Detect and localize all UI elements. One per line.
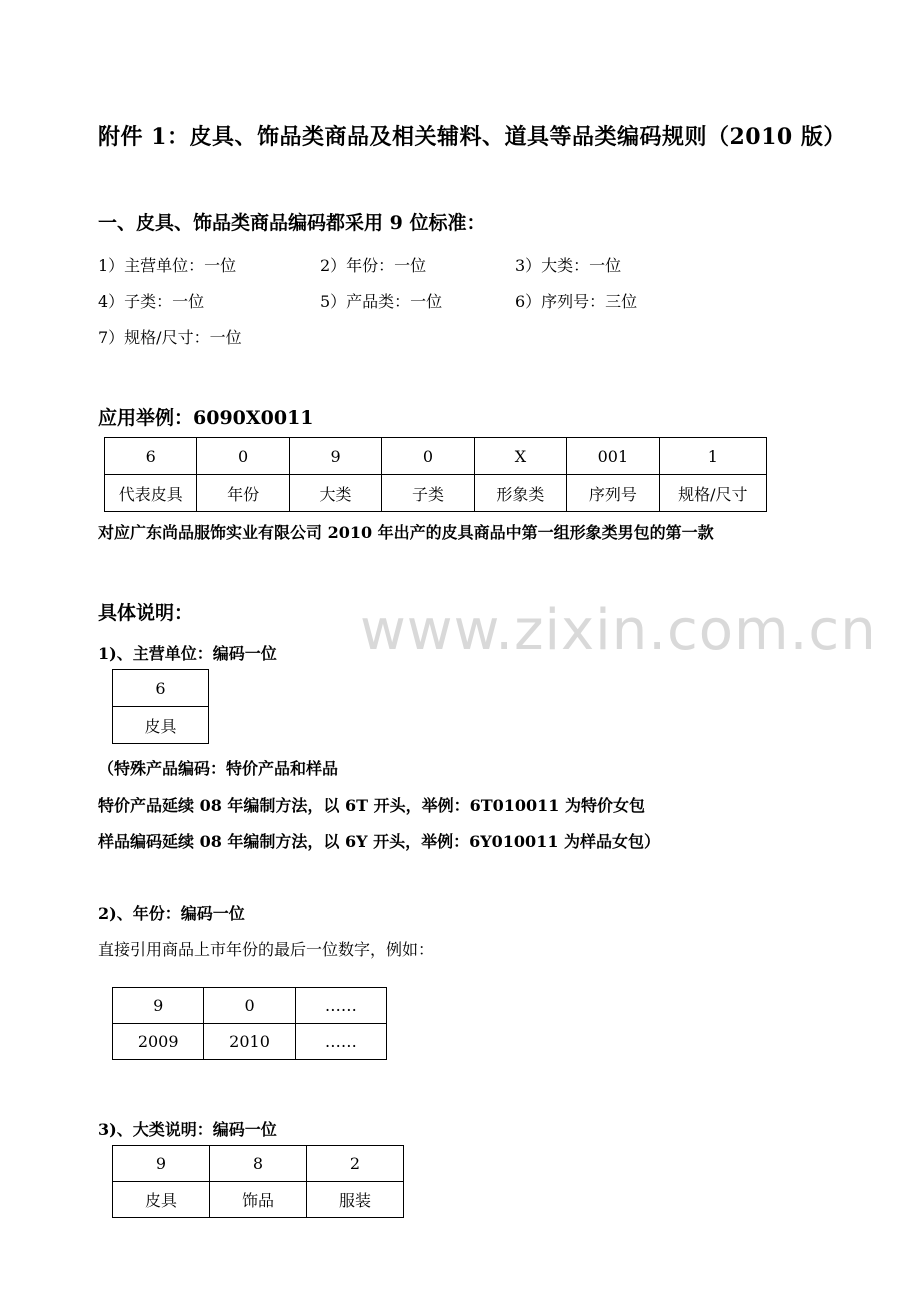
category-code-cell: 8 [210, 1146, 307, 1182]
unit-code-row [113, 670, 209, 707]
example-code-cell: 9 [289, 438, 381, 475]
spec-item-4: 4）子类：一位 [98, 292, 205, 311]
category-code-cell: 2 [307, 1146, 404, 1182]
example-code-cell: 6 [105, 438, 197, 475]
year-heading: 2)、年份：编码一位 [98, 904, 245, 923]
spec-item-2: 2）年份：一位 [320, 256, 427, 275]
example-label-row [105, 475, 767, 512]
example-label-cell: 子类 [382, 475, 474, 512]
unit-code-cell: 6 [113, 670, 209, 707]
year-label-cell: …… [295, 1024, 386, 1060]
category-label-cell: 服装 [307, 1182, 404, 1218]
year-description: 直接引用商品上市年份的最后一位数字，例如： [98, 940, 435, 959]
document-title: 附件 1：皮具、饰品类商品及相关辅料、道具等品类编码规则（2010 版） [98, 124, 846, 150]
category-heading: 3)、大类说明：编码一位 [98, 1120, 277, 1139]
unit-note-2: 特价产品延续 08 年编制方法，以 6T 开头，举例：6T010011 为特价女包 [98, 796, 645, 815]
example-label-cell: 形象类 [474, 475, 566, 512]
example-label-cell: 代表皮具 [105, 475, 197, 512]
spec-item-1: 1）主营单位：一位 [98, 256, 237, 275]
section1-heading: 一、皮具、饰品类商品编码都采用 9 位标准： [98, 212, 486, 234]
example-code-cell: 0 [382, 438, 474, 475]
details-heading: 具体说明： [98, 602, 194, 624]
unit-label-cell: 皮具 [113, 707, 209, 744]
example-code-cell: 1 [659, 438, 766, 475]
category-code-cell: 9 [113, 1146, 210, 1182]
unit-table [112, 669, 209, 744]
year-code-cell: …… [295, 988, 386, 1024]
spec-item-3: 3）大类：一位 [515, 256, 622, 275]
example-note: 对应广东尚品服饰实业有限公司 2010 年出产的皮具商品中第一组形象类男包的第一款 [98, 523, 714, 542]
category-label-row [113, 1182, 404, 1218]
year-code-cell: 9 [113, 988, 204, 1024]
example-code-cell: 001 [567, 438, 660, 475]
unit-label-row [113, 707, 209, 744]
spec-item-7: 7）规格/尺寸：一位 [98, 328, 242, 347]
watermark: www.zixin.com.cn [360, 598, 877, 663]
year-code-cell: 0 [204, 988, 295, 1024]
example-code-row [105, 438, 767, 475]
example-heading: 应用举例：6090X0011 [98, 407, 314, 429]
example-label-cell: 规格/尺寸 [659, 475, 766, 512]
example-label-cell: 序列号 [567, 475, 660, 512]
year-label-cell: 2009 [113, 1024, 204, 1060]
unit-note-1: （特殊产品编码：特价产品和样品 [98, 759, 339, 778]
year-label-row [113, 1024, 387, 1060]
category-code-row [113, 1146, 404, 1182]
spec-item-5: 5）产品类：一位 [320, 292, 443, 311]
example-code-cell: 0 [197, 438, 289, 475]
example-table [104, 437, 767, 512]
year-table [112, 987, 387, 1060]
category-label-cell: 饰品 [210, 1182, 307, 1218]
unit-note-3: 样品编码延续 08 年编制方法，以 6Y 开头，举例：6Y010011 为样品女包） [98, 832, 661, 851]
example-code-cell: X [474, 438, 566, 475]
year-label-cell: 2010 [204, 1024, 295, 1060]
year-code-row [113, 988, 387, 1024]
example-label-cell: 年份 [197, 475, 289, 512]
category-table [112, 1145, 404, 1218]
example-label-cell: 大类 [289, 475, 381, 512]
unit-heading: 1)、主营单位：编码一位 [98, 644, 277, 663]
spec-item-6: 6）序列号：三位 [515, 292, 638, 311]
category-label-cell: 皮具 [113, 1182, 210, 1218]
